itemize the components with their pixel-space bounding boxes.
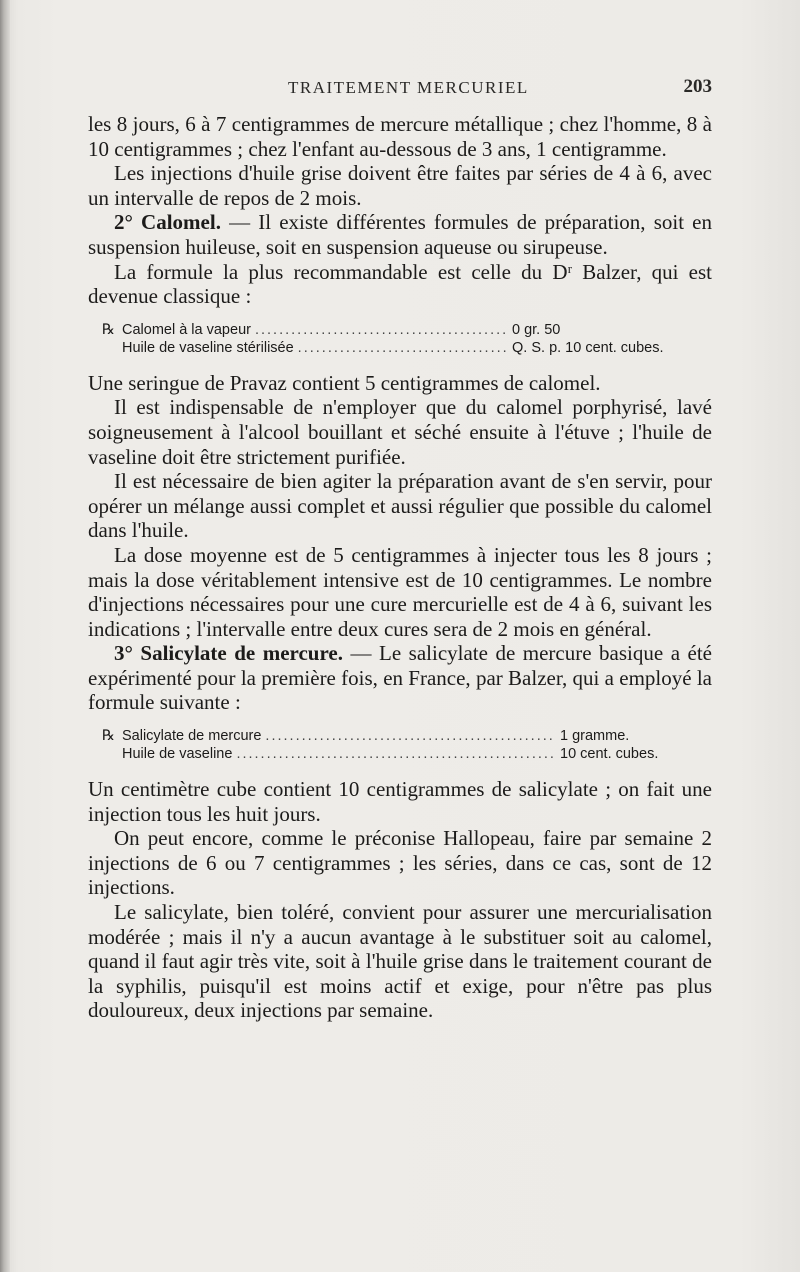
paragraph: Une seringue de Pravaz contient 5 centigrammes de calomel. [88, 370, 601, 395]
recipe-symbol: ℞ [102, 321, 115, 338]
recipe-row [102, 745, 672, 763]
page-header [88, 76, 712, 104]
paragraph: Il est nécessaire de bien agiter la préparation avant de s'en servir, pour opérer un mélange aussi complet et aussi régulier que possible du calomel dans l'huile. [88, 469, 712, 543]
paragraph: Il est indispensable de n'employer que du calomel porphyrisé, lavé soigneusement à l'alcool bouillant et séché ensuite à l'étuve ; l'huile de vaseline doit être strictement purifiée. [88, 395, 712, 469]
paragraph: La formule la plus recommandable est celle du Dʳ Balzer, qui est devenue classique : [88, 259, 712, 309]
leader-dots [298, 339, 508, 357]
paragraph: On peut encore, comme le préconise Hallopeau, faire par semaine 2 injections de 6 ou 7 centigrammes ; les séries, dans ce cas, sont de 12 injections. [88, 826, 712, 900]
section-heading: 2° Calomel. [114, 210, 221, 235]
leader-dots [255, 321, 508, 339]
section-salicylate [88, 641, 712, 715]
paragraph: Le salicylate, bien toléré, convient pour assurer une mercurialisation modérée ; mais il n'y a aucun avantage à le substituer soit au calomel, quand il faut agir très vite, soit à l'huile grise dans le traitement courant de la syphilis, puisqu'il est moins actif et exige, pour n'être pas plus douloureux, deux injections par semaine. [88, 900, 712, 1023]
recipe-ingredient: Calomel à la vapeur [122, 321, 251, 338]
recipe-ingredient: Huile de vaseline stérilisée [122, 339, 294, 356]
recipe-quantity: 0 gr. 50 [512, 321, 561, 338]
body-text [88, 112, 712, 1023]
recipe-quantity: 10 cent. cubes. [560, 746, 659, 763]
paragraph-text: — Il existe différentes formules de préparation, soit en suspension huileuse, soit en suspension aqueuse ou sirupeuse. [88, 210, 713, 259]
recipe-calomel [102, 321, 712, 357]
paragraph: les 8 jours, 6 à 7 centigrammes de mercure métallique ; chez l'homme, 8 à 10 centigrammes ; chez l'enfant au-dessous de 3 ans, 1 centigramme. [88, 112, 712, 161]
paragraph: La dose moyenne est de 5 centigrammes à injecter tous les 8 jours ; mais la dose véritablement intensive est de 10 centigrammes. Le nombre d'injections nécessaires pour une cure mercurielle est de 4 à 6, suivant les indications ; l'intervalle entre deux cures sera de 2 mois en général. [88, 542, 712, 641]
paragraph-text: — Le salicylate de mercure basique a été expérimenté pour la première fois, en France, par Balzer, qui a employé la formule suivante : [88, 641, 713, 715]
recipe-salicylate [102, 727, 712, 763]
page-number: 203 [683, 76, 712, 97]
recipe-symbol: ℞ [102, 728, 115, 745]
paragraph: Un centimètre cube contient 10 centigrammes de salicylate ; on fait une injection tous les huit jours. [88, 777, 712, 826]
leader-dots [265, 727, 556, 745]
recipe-row [102, 727, 672, 745]
recipe-ingredient: Salicylate de mercure [122, 728, 262, 745]
paragraph: Les injections d'huile grise doivent être faites par séries de 4 à 6, avec un intervalle de repos de 2 mois. [88, 161, 712, 210]
running-head: TRAITEMENT MERCURIEL [288, 78, 529, 97]
section-calomel [88, 210, 712, 259]
section-heading: 3° Salicylate de mercure. [114, 641, 343, 666]
leader-dots [236, 745, 556, 763]
recipe-row [102, 339, 664, 357]
recipe-ingredient: Huile de vaseline [122, 746, 233, 763]
recipe-row [102, 321, 622, 339]
recipe-quantity: Q. S. p. 10 cent. cubes. [512, 339, 664, 356]
recipe-quantity: 1 gramme. [560, 728, 630, 745]
page-binding-edge [0, 0, 10, 1272]
